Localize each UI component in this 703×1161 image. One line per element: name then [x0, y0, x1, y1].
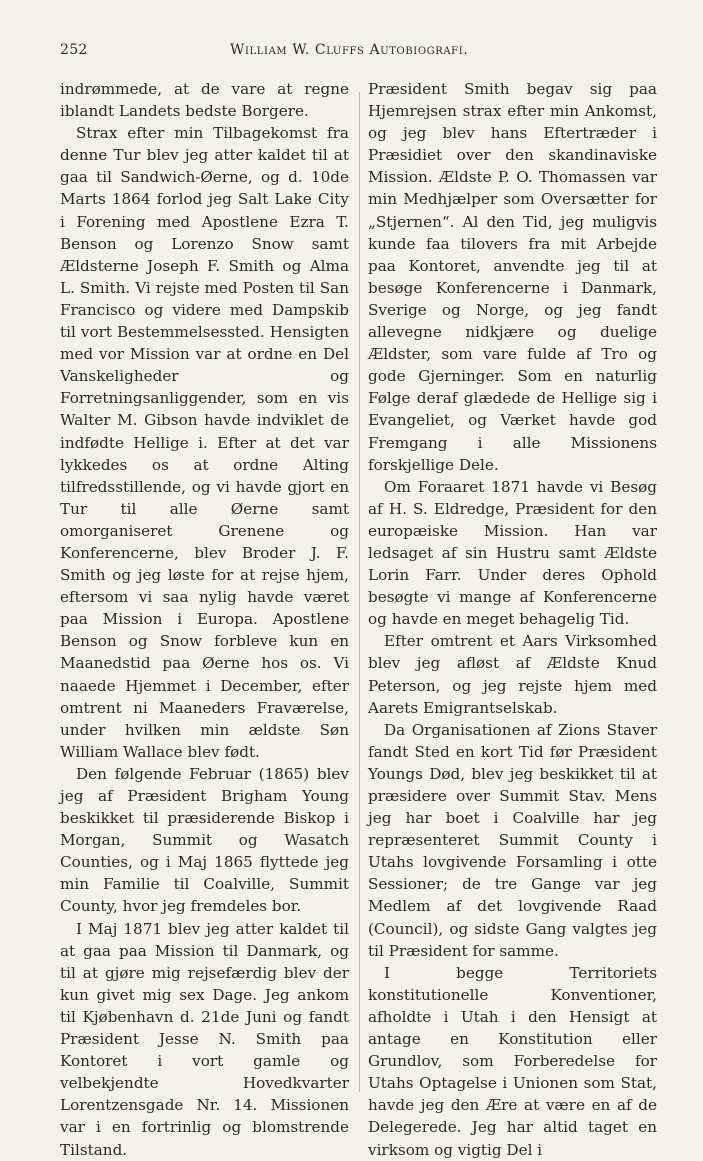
paragraph: Den følgende Februar (1865) blev jeg af Præsident Brigham Young beskikket til præsiderende Biskop i Morgan, Summit og Wasatch Counties, og i Maj 1865 flyttede jeg min Familie til Coalville, Summit County, hvor jeg fremdeles bor.: [60, 764, 349, 916]
paragraph: Om Foraaret 1871 havde vi Besøg af H. S. Eldredge, Præsident for den europæiske Mission. Han var ledsaget af sin Hustru samt Ældste Lorin Farr. Under deres Ophold besøgte vi mange af Konferencerne og havde en meget behagelig Tid.: [368, 477, 657, 629]
paragraph: Præsident Smith begav sig paa Hjemrejsen strax efter min Ankomst, og jeg blev hans Eftertræder i Præsidiet over den skandinaviske Mission. Ældste P. O. Thomassen var min Medhjælper som Oversætter for „Stjernen“. Al den Tid, jeg muligvis kunde faa tilovers fra mit Arbejde paa Kontoret, anvendte jeg til at besøge Konferencerne i Danmark, Sverige og Norge, og jeg fandt allevegne nidkjære og duelige Ældster, som vare fulde af Tro og gode Gjerninger. Som en naturlig Følge deraf glædede de Hellige sig i Evangeliet, og Værket havde god Fremgang i alle Missionens forskjellige Dele.: [368, 80, 657, 474]
paragraph: I Maj 1871 blev jeg atter kaldet til at gaa paa Mission til Danmark, og til at gjøre mig rejsefærdig blev der kun givet mig sex Dage. Jeg ankom til Kjøbenhavn d. 21de Juni og fandt Præsident Jesse N. Smith paa Kontoret i vort gamle og velbekjendte Hovedkvarter Lorentzensgade Nr. 14. Missionen var i en fortrinlig og blomstrende Tilstand.: [60, 919, 349, 1159]
right-text-column: [368, 78, 657, 1161]
column-divider: [359, 92, 360, 1092]
paragraph: indrømmede, at de vare at regne iblandt Landets bedste Borgere.: [60, 80, 349, 121]
paragraph: I begge Territoriets konstitutionelle Konventioner, afholdte i Utah i den Hensigt at antage en Konstitution eller Grundlov, som Forberedelse for Utahs Optagelse i Unionen som Stat, havde jeg den Ære at være en af de Delegerede. Jeg har altid taget en virksom og vigtig Del i: [368, 963, 657, 1159]
running-title: William W. Cluffs Autobiografi.: [230, 42, 469, 58]
running-header: [60, 42, 655, 62]
paragraph: Da Organisationen af Zions Staver fandt Sted en kort Tid før Præsident Youngs Død, blev jeg beskikket til at præsidere over Summit Stav. Mens jeg har boet i Coalville har jeg repræsenteret Summit County i Utahs lovgivende Forsamling i otte Sessioner; de tre Gange var jeg Medlem af det lovgivende Raad (Council), og sidste Gang valgtes jeg til Præsident for samme.: [368, 720, 657, 960]
page-number: 252: [60, 42, 88, 58]
paragraph: Efter omtrent et Aars Virksomhed blev jeg afløst af Ældste Knud Peterson, og jeg rejste hjem med Aarets Emigrantselskab.: [368, 632, 657, 717]
left-text-column: [60, 78, 349, 1161]
paragraph: Strax efter min Tilbagekomst fra denne Tur blev jeg atter kaldet til at gaa til Sandwich-Øerne, og d. 10de Marts 1864 forlod jeg Salt Lake City i Forening med Apostlene Ezra T. Benson og Lorenzo Snow samt Ældsterne Joseph F. Smith og Alma L. Smith. Vi rejste med Posten til San Francisco og videre med Dampskib til vort Bestemmelsessted. Hensigten med vor Mission var at ordne en Del Vanskeligheder og Forretningsanliggender, som en vis Walter M. Gibson havde indviklet de indfødte Hellige i. Efter at det var lykkedes os at ordne Alting tilfredsstillende, og vi havde gjort en Tur til alle Øerne samt omorganiseret Grenene og Konferencerne, blev Broder J. F. Smith og jeg løste for at rejse hjem, eftersom vi saa nylig havde været paa Mission i Europa. Apostlene Benson og Snow forbleve kun en Maanedstid paa Øerne hos os. Vi naaede Hjemmet i December, efter omtrent ni Maaneders Fraværelse, under hvilken min ældste Søn William Wallace blev født.: [60, 124, 349, 761]
